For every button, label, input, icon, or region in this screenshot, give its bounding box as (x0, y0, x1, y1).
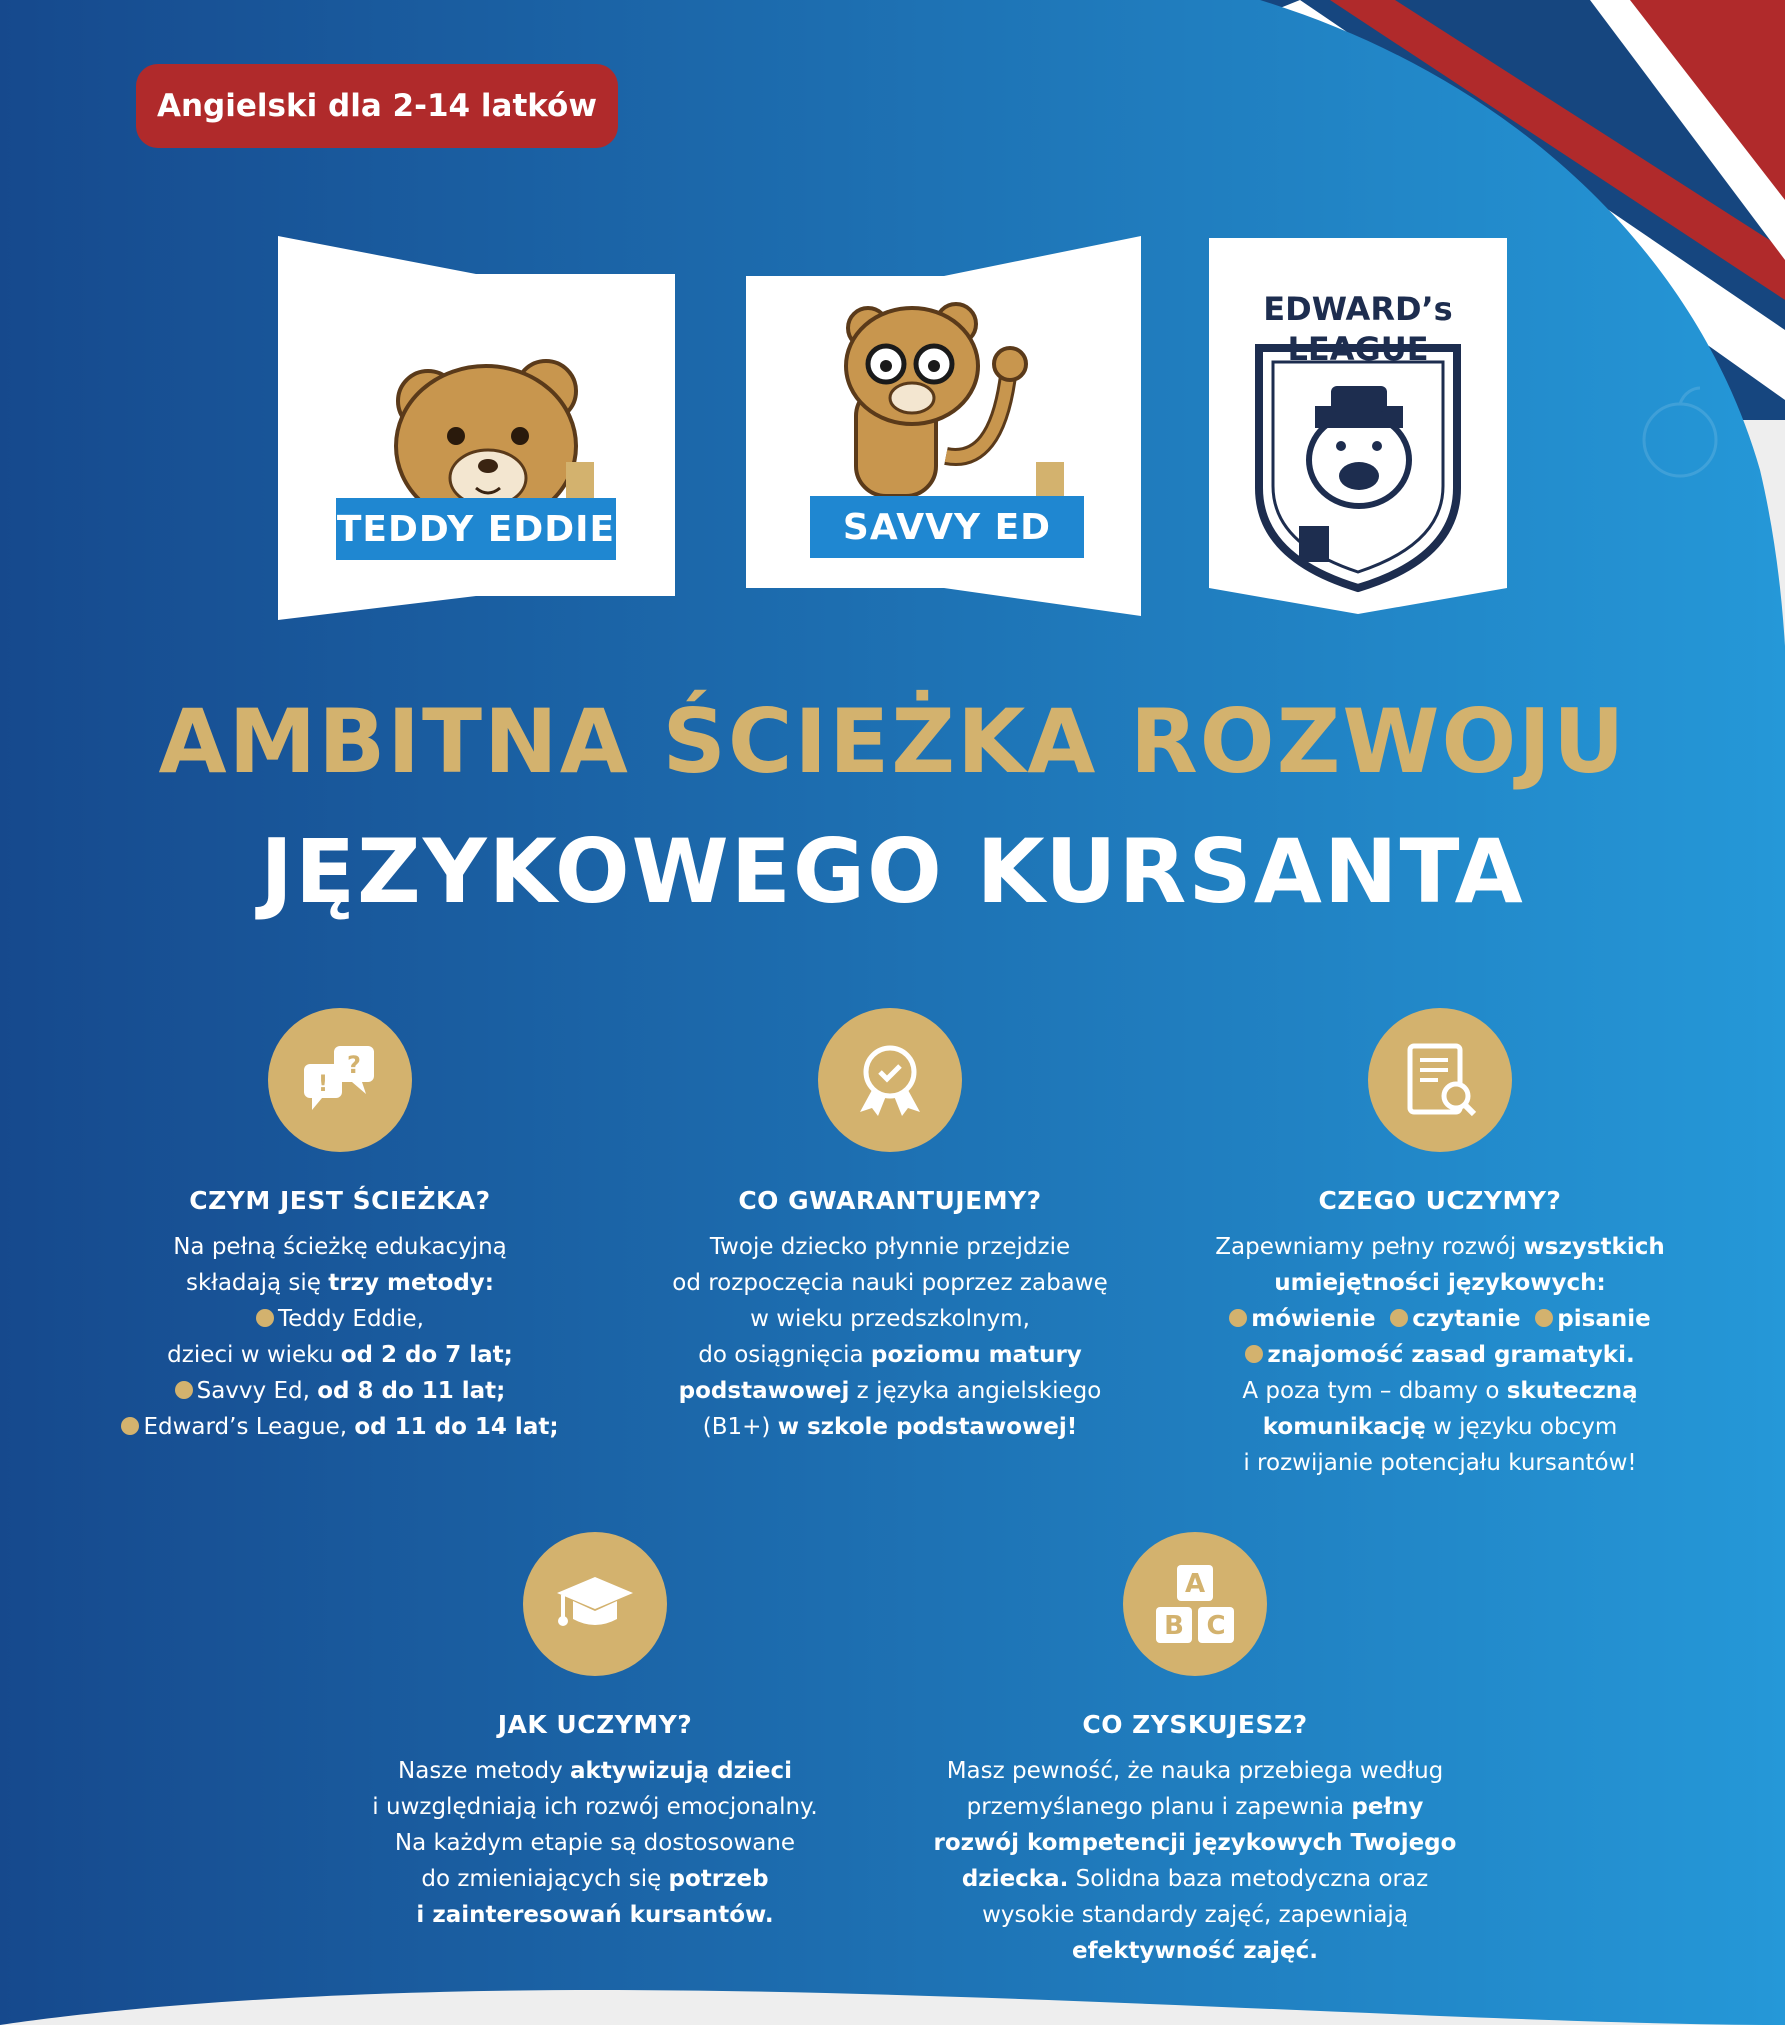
feature-path-text: Na pełną ścieżkę edukacyjną składają się trzy metody: Teddy Eddie, dzieci w wieku od 2 do 7 lat; Savvy Ed, od 8 do 11 lat; Edward’s League, od 11 do 14 lat; (90, 1229, 590, 1445)
feature-guarantee-text: Twoje dziecko płynnie przejdzie od rozpoczęcia nauki poprzez zabawę w wieku przedszkolnym, do osiągnięcia poziomu matury podstawowej z języka angielskiego (B1+) w szkole podstawowej! (672, 1234, 1108, 1440)
block-a: A (1184, 1569, 1206, 1599)
feature-teach-what-text: Zapewniamy pełny rozwój wszystkich umiejętności językowych: mówienie czytanie pisanie znajomość zasad gramatyki. A poza tym – dbamy o skuteczną komunikację w języku obcym i rozwijanie potencjału kursantów! (1215, 1234, 1665, 1476)
feature-teach-how-text: Nasze metody aktywizują dzieci i uwzględniają ich rozwój emocjonalny. Na każdym etapie są dostosowane do zmieniających się potrzeb i zainteresowań kursantów. (372, 1758, 818, 1928)
feature-teach-what-heading: CZEGO UCZYMY? (1318, 1186, 1562, 1215)
graduation-cap-icon (523, 1532, 667, 1676)
logo-label-edwards-line1: EDWARD’s (1263, 290, 1453, 328)
bullet-dot (1535, 1309, 1553, 1327)
main-title-line2: JĘZYKOWEGO KURSANTA (260, 820, 1525, 923)
main-title-line1: AMBITNA ŚCIEŻKA ROZWOJU (158, 690, 1627, 793)
logo-savvy-ed (746, 236, 1141, 616)
svg-text:?: ? (347, 1051, 361, 1079)
block-b: B (1164, 1611, 1184, 1641)
award-badge-icon (818, 1008, 962, 1152)
age-tag: Angielski dla 2-14 latków (136, 64, 618, 148)
feature-path (90, 1008, 590, 1445)
logo-label-edwards-line2: LEAGUE (1287, 330, 1429, 368)
bullet-dot (1229, 1309, 1247, 1327)
bullet-dot (121, 1417, 139, 1435)
logo-label-teddy-eddie: TEDDY EDDIE (336, 498, 616, 560)
bullet-dot (256, 1309, 274, 1327)
feature-teach-how (320, 1532, 870, 1933)
feature-guarantee (640, 1008, 1140, 1445)
logo-teddy-eddie (278, 236, 675, 620)
feature-gain-text: Masz pewność, że nauka przebiega według przemyślanego planu i zapewnia pełny rozwój kompetencji językowych Twojego dziecka. Solidna baza metodyczna oraz wysokie standardy zajęć, zapewniają efektywność zajęć. (933, 1758, 1457, 1964)
block-c: C (1206, 1611, 1226, 1641)
bullet-dot (1390, 1309, 1408, 1327)
speech-bubbles-icon (268, 1008, 412, 1152)
logo-label-savvy-ed: SAVVY ED (810, 496, 1084, 558)
bullet-dot (175, 1381, 193, 1399)
feature-gain (905, 1532, 1485, 1969)
book-search-icon (1368, 1008, 1512, 1152)
feature-teach-how-heading: JAK UCZYMY? (497, 1710, 693, 1739)
feature-gain-heading: CO ZYSKUJESZ? (1082, 1710, 1308, 1739)
logo-edwards-league (1209, 238, 1507, 614)
feature-teach-what (1190, 1008, 1690, 1481)
abc-blocks-icon (1123, 1532, 1267, 1676)
bullet-dot (1245, 1345, 1263, 1363)
svg-text:!: ! (317, 1072, 329, 1097)
feature-path-heading: CZYM JEST ŚCIEŻKA? (189, 1186, 491, 1215)
feature-guarantee-heading: CO GWARANTUJEMY? (738, 1186, 1042, 1215)
